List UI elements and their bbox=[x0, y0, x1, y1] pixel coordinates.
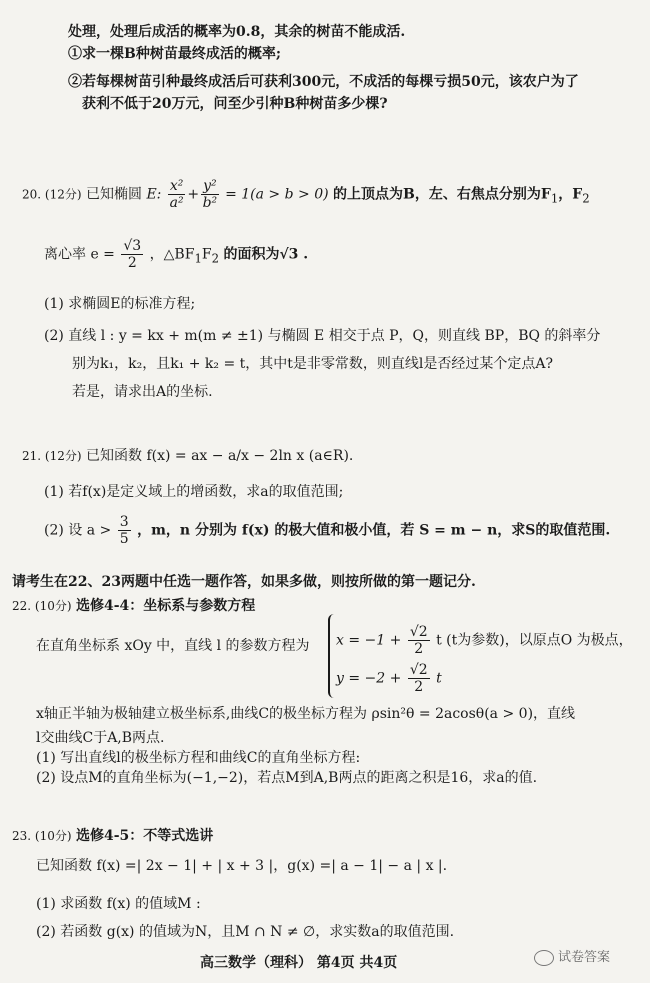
watermark bbox=[534, 946, 610, 966]
q21-line-2: (1) 若f(x)是定义域上的增函数，求a的取值范围; bbox=[44, 484, 344, 500]
frac-sqrt2-b: √2 bbox=[409, 662, 428, 678]
frac-x2: x² bbox=[169, 178, 184, 194]
page-footer: 高三数学（理科） 第4页 共4页 bbox=[200, 955, 398, 971]
frac-sqrt3: √3 bbox=[123, 238, 142, 254]
q20-line-6: 若是，请求出A的坐标. bbox=[72, 384, 213, 400]
q21-line-1 bbox=[22, 446, 353, 466]
top-line-4: 获利不低于20万元，问至少引种B种树苗多少棵? bbox=[82, 96, 388, 112]
q21-line-3 bbox=[44, 514, 610, 547]
q20-area: 的面积为√3 . bbox=[223, 246, 309, 263]
q20-frac-x bbox=[168, 178, 186, 211]
frac-two-a: 2 bbox=[414, 641, 424, 657]
frac-five: 5 bbox=[119, 531, 129, 547]
q22-line-5: (2) 设点M的直角坐标为(−1,−2)，若点M到A,B两点的距离之积是16，求a的值. bbox=[36, 770, 538, 786]
q20-text-d: ，F bbox=[558, 186, 583, 203]
frac-b2: b² bbox=[202, 195, 218, 211]
sub-2: 2 bbox=[582, 191, 590, 206]
q20-block bbox=[22, 178, 590, 211]
q20-ellipse-label: E: bbox=[146, 186, 162, 203]
sub-2b: 2 bbox=[211, 251, 219, 266]
q20-line-3: (1) 求椭圆E的标准方程; bbox=[44, 296, 196, 312]
sub-1: 1 bbox=[550, 191, 559, 206]
q21-number: 21. (12分) bbox=[22, 449, 82, 463]
plus-sign: + bbox=[187, 186, 200, 203]
q20-tri-a: ，△BF bbox=[149, 246, 195, 263]
q20-text-c: 的上顶点为B，左、右焦点分别为F bbox=[333, 186, 551, 203]
q22-number: 22. (10分) bbox=[12, 599, 72, 613]
q23-header bbox=[12, 826, 213, 846]
q22-header bbox=[12, 596, 255, 616]
q23-line-2: (1) 求函数 f(x) 的值域M : bbox=[36, 896, 201, 912]
q22-eq-2 bbox=[336, 662, 442, 695]
q20-text-a: 已知椭圆 bbox=[86, 186, 142, 203]
watermark-text: 试卷答案 bbox=[558, 950, 611, 965]
q20-line-4: (2) 直线 l : y = kx + m(m ≠ ±1) 与椭圆 E 相交于点 P，Q，则直线 BP，BQ 的斜率分 bbox=[44, 328, 601, 344]
q22-line-1: 在直角坐标系 xOy 中，直线 l 的参数方程为 bbox=[36, 638, 310, 654]
eq1-rest: t (t为参数)，以原点O 为极点， bbox=[436, 632, 633, 649]
eq1-lhs: x = −1 + bbox=[336, 632, 402, 649]
q20-ecc-label: 离心率 e = bbox=[44, 246, 115, 263]
frac-three: 3 bbox=[119, 514, 129, 530]
q20-frac-y bbox=[201, 178, 219, 211]
q20-ecc-frac bbox=[121, 238, 143, 271]
sub-1b: 1 bbox=[194, 251, 202, 266]
eq2-t: t bbox=[436, 670, 442, 687]
q23-number: 23. (10分) bbox=[12, 829, 72, 843]
top-line-2: ①求一棵B种树苗最终成活的概率; bbox=[68, 46, 282, 62]
q22-line-3: l交曲线C于A,B两点. bbox=[36, 730, 165, 746]
q21-function: 已知函数 f(x) = ax − a/x − 2ln x (a∈R). bbox=[86, 448, 354, 464]
elective-note: 请考生在22、23两题中任选一题作答，如果多做，则按所做的第一题记分. bbox=[12, 574, 476, 590]
frac-sqrt2-a: √2 bbox=[409, 624, 428, 640]
q23-title: 选修4-5：不等式选讲 bbox=[76, 828, 214, 844]
frac-y2: y² bbox=[203, 178, 217, 194]
q22-eq-1 bbox=[336, 624, 633, 657]
top-line-1: 处理，处理后成活的概率为0.8，其余的树苗不能成活. bbox=[68, 24, 406, 40]
q20-line-5: 别为k₁，k₂，且k₁ + k₂ = t，其中t是非零常数，则直线l是否经过某个定点A? bbox=[72, 356, 553, 372]
q21-cond: (2) 设 a > bbox=[44, 522, 112, 539]
q22-line-4: (1) 写出直线l的极坐标方程和曲线C的直角坐标方程: bbox=[36, 750, 361, 766]
q23-line-1: 已知函数 f(x) =| 2x − 1| + | x + 3 |，g(x) =| a − 1| − a | x |. bbox=[36, 858, 448, 874]
q21-rest: ，m，n 分别为 f(x) 的极大值和极小值，若 S = m − n，求S的取值范围. bbox=[137, 522, 611, 539]
frac-a2: a² bbox=[169, 195, 184, 211]
frac-two-b: 2 bbox=[414, 679, 424, 695]
frac-two: 2 bbox=[127, 255, 137, 271]
q20-eq-rhs: = 1(a > b > 0) bbox=[225, 186, 329, 203]
eq2-frac bbox=[408, 662, 430, 695]
q22-line-2: x轴正半轴为极轴建立极坐标系,曲线C的极坐标方程为 ρsin²θ = 2acosθ(a > 0)，直线 bbox=[36, 706, 576, 722]
q20-tri-b: F bbox=[201, 246, 212, 263]
q20-number: 20. (12分) bbox=[22, 187, 82, 202]
eq1-frac bbox=[408, 624, 430, 657]
eq2-lhs: y = −2 + bbox=[336, 670, 402, 687]
q21-frac bbox=[118, 514, 131, 547]
top-line-3: ②若每棵树苗引种最终成活后可获利300元，不成活的每棵亏损50元，该农户为了 bbox=[68, 74, 579, 90]
wechat-icon bbox=[534, 950, 554, 966]
q22-title: 选修4-4：坐标系与参数方程 bbox=[76, 598, 256, 614]
q23-line-3: (2) 若函数 g(x) 的值域为N，且M ∩ N ≠ ∅，求实数a的取值范围. bbox=[36, 924, 455, 940]
q20-line-2 bbox=[44, 238, 308, 271]
